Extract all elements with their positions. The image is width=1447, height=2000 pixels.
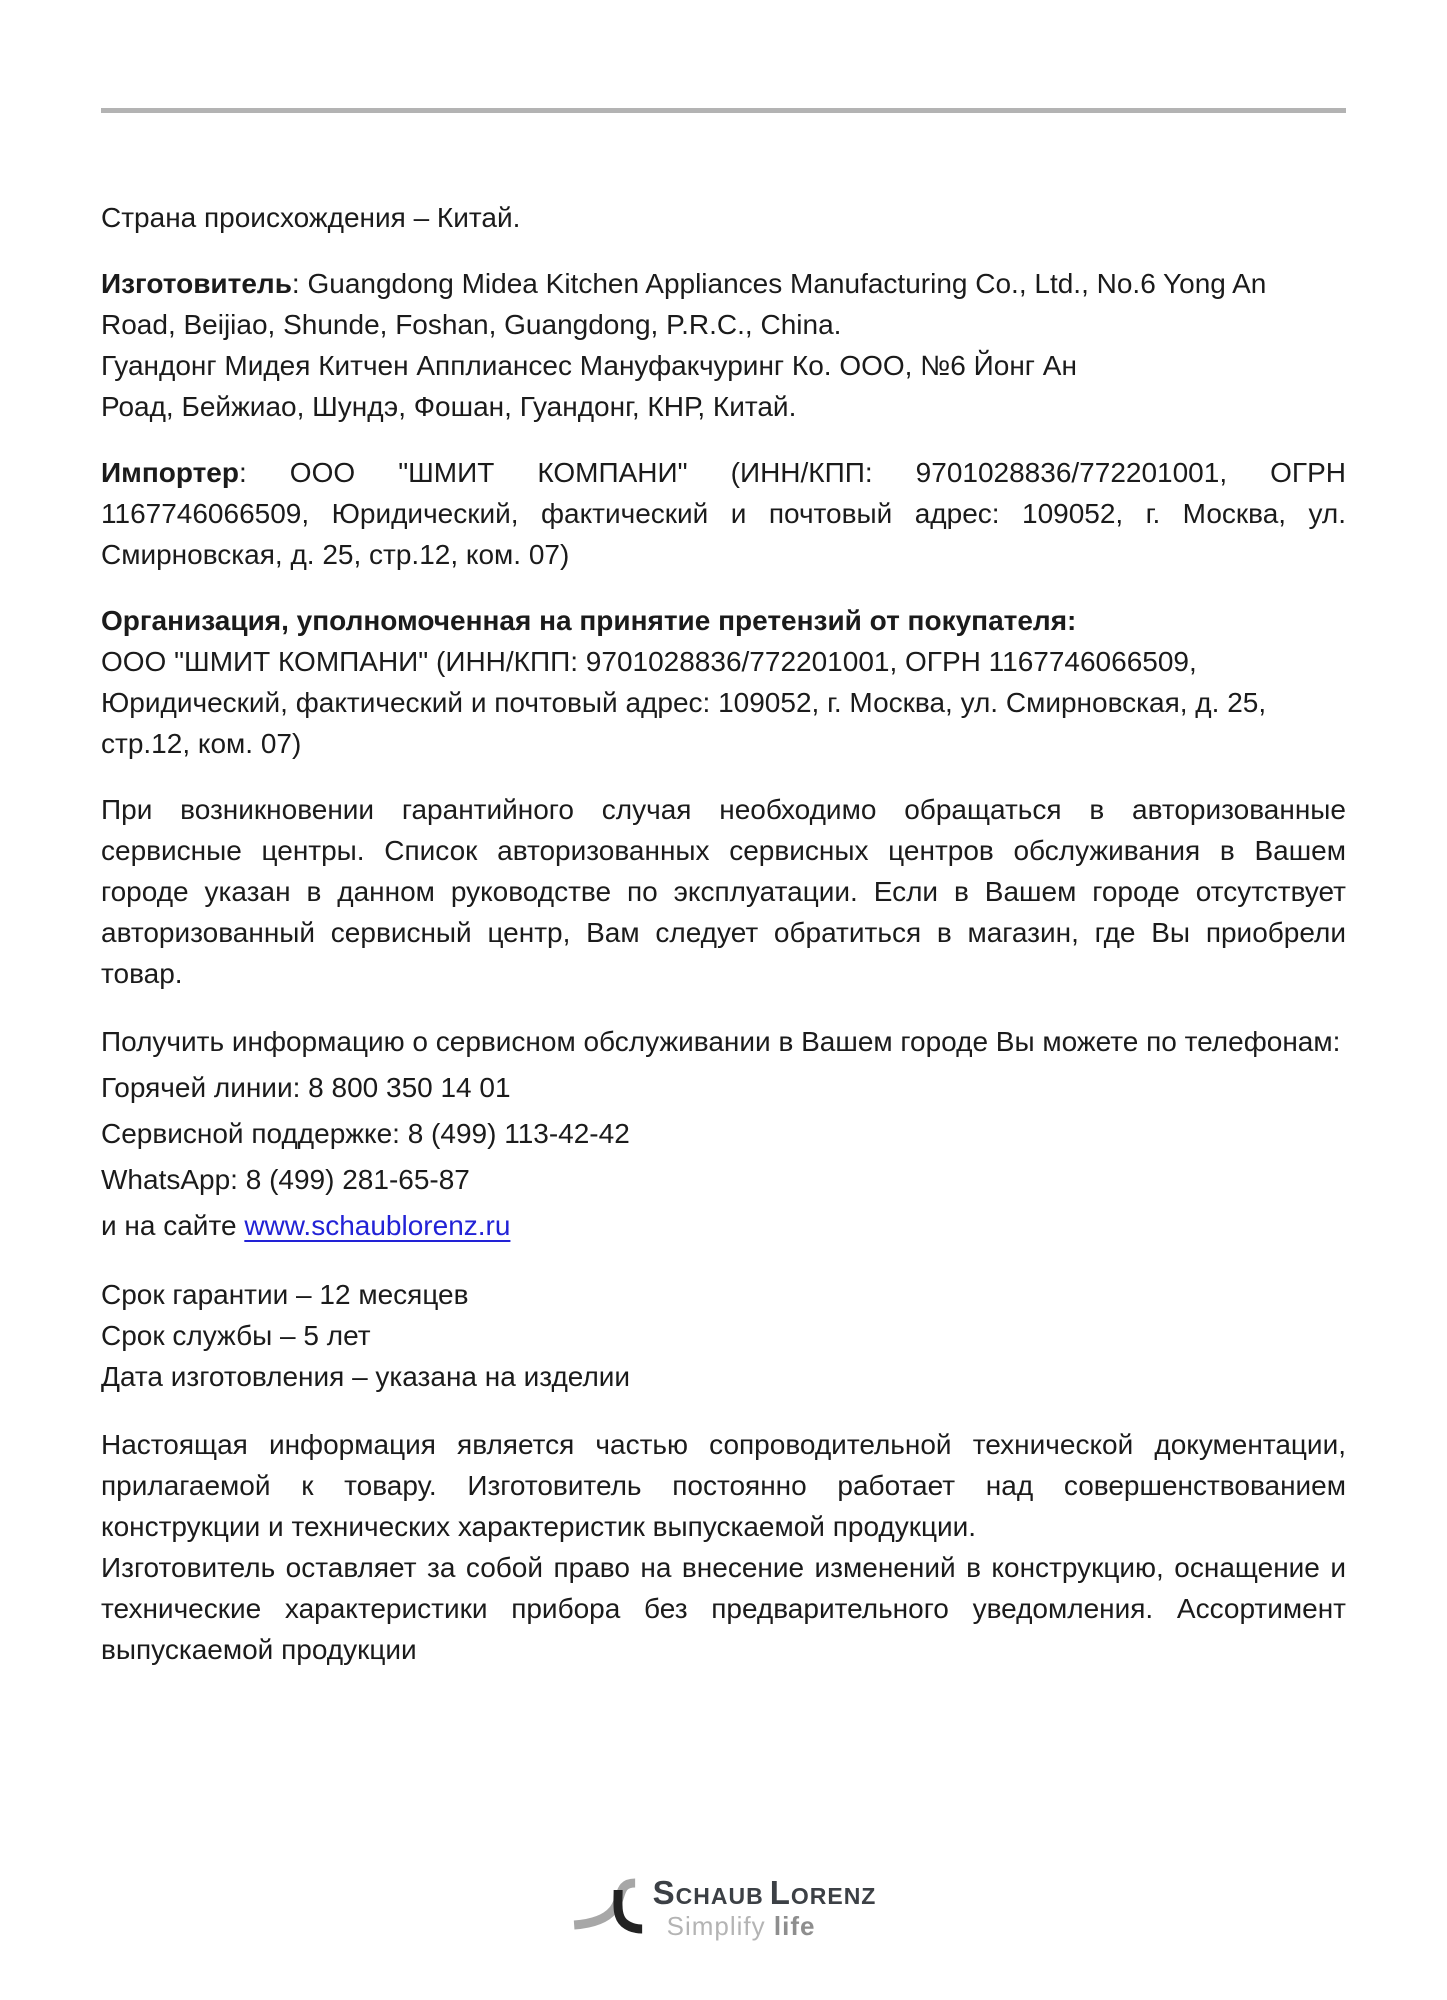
- brand-word-lorenz: Lorenz: [769, 1874, 877, 1911]
- claims-organization-section: [101, 600, 1346, 764]
- document-body: [101, 108, 1346, 1670]
- top-rule: [101, 108, 1346, 113]
- hotline-line: Горячей линии: 8 800 350 14 01: [101, 1072, 511, 1103]
- importer-label: Импортер: [101, 457, 239, 488]
- service-info-intro: Получить информацию о сервисном обслуживании в Вашем городе Вы можете по телефонам:: [101, 1026, 1341, 1057]
- importer-paragraph: [101, 452, 1346, 575]
- service-life-line: Срок службы – 5 лет: [101, 1320, 371, 1351]
- tagline-life: life: [773, 1911, 816, 1941]
- brand-tagline: [667, 1913, 877, 1939]
- support-line: Сервисной поддержке: 8 (499) 113-42-42: [101, 1118, 630, 1149]
- manufacturer-paragraph: [101, 263, 1346, 427]
- manufacturer-text-en: : Guangdong Midea Kitchen Appliances Manufacturing Co., Ltd., No.6 Yong An Road, Beijiao, Shunde, Foshan, Guangdong, P.R.C., China.: [101, 268, 1267, 340]
- manufacture-date-line: Дата изготовления – указана на изделии: [101, 1361, 631, 1392]
- tagline-simplify: Simplify: [666, 1911, 766, 1941]
- importer-text: : ООО "ШМИТ КОМПАНИ" (ИНН/КПП: 9701028836/772201001, ОГРН 1167746066509, Юридический, фактический и почтовый адрес: 109052, г. Москва, ул. Смирновская, д. 25, стр.12, ком. 07): [101, 457, 1346, 570]
- claims-organization-heading: Организация, уполномоченная на принятие претензий от покупателя:: [101, 605, 1077, 636]
- schaub-lorenz-logo: [571, 1876, 877, 1942]
- warranty-term-line: Срок гарантии – 12 месяцев: [101, 1279, 469, 1310]
- country-of-origin-line: Страна происхождения – Китай.: [101, 202, 521, 233]
- logo-text: [653, 1876, 877, 1939]
- disclaimer-paragraph-2: Изготовитель оставляет за собой право на внесение изменений в конструкцию, оснащение и технические характеристики прибора без предварительного уведомления. Ассортимент выпускаемой продукции: [101, 1552, 1346, 1665]
- service-info-block: [101, 1019, 1346, 1249]
- terms-block: [101, 1274, 1346, 1397]
- manufacturer-label: Изготовитель: [101, 268, 292, 299]
- brand-wordmark: [653, 1876, 877, 1909]
- website-line: [101, 1203, 1346, 1249]
- claims-organization-text: ООО "ШМИТ КОМПАНИ" (ИНН/КПП: 9701028836/772201001, ОГРН 1167746066509, Юридический, фактический и почтовый адрес: 109052, г. Москва, ул. Смирновская, д. 25, стр.12, ком. 07): [101, 646, 1267, 759]
- disclaimer-paragraph-1: Настоящая информация является частью сопроводительной технической документации, прилагаемой к товару. Изготовитель постоянно работает над совершенствованием конструкции и технических характеристик выпускаемой продукции.: [101, 1429, 1346, 1542]
- sl-monogram-icon: [571, 1878, 645, 1942]
- manufacturer-text-ru-line2: Роад, Бейжиао, Шундэ, Фошан, Гуандонг, КНР, Китай.: [101, 391, 797, 422]
- website-line-prefix: и на сайте: [101, 1210, 245, 1241]
- brand-word-schaub: Schaub: [652, 1874, 764, 1911]
- whatsapp-line: WhatsApp: 8 (499) 281-65-87: [101, 1164, 470, 1195]
- website-link[interactable]: www.schaublorenz.ru: [244, 1210, 511, 1241]
- warranty-service-paragraph: При возникновении гарантийного случая необходимо обращаться в авторизованные сервисные центры. Список авторизованных сервисных центров обслуживания в Вашем городе указан в данном руководстве по эксплуатации. Если в Вашем городе отсутствует авторизованный сервисный центр, Вам следует обратиться в магазин, где Вы приобрели товар.: [101, 794, 1346, 989]
- manufacturer-text-ru-line1: Гуандонг Мидея Китчен Апплиансес Мануфакчуринг Ко. ООО, №6 Йонг Ан: [101, 350, 1077, 381]
